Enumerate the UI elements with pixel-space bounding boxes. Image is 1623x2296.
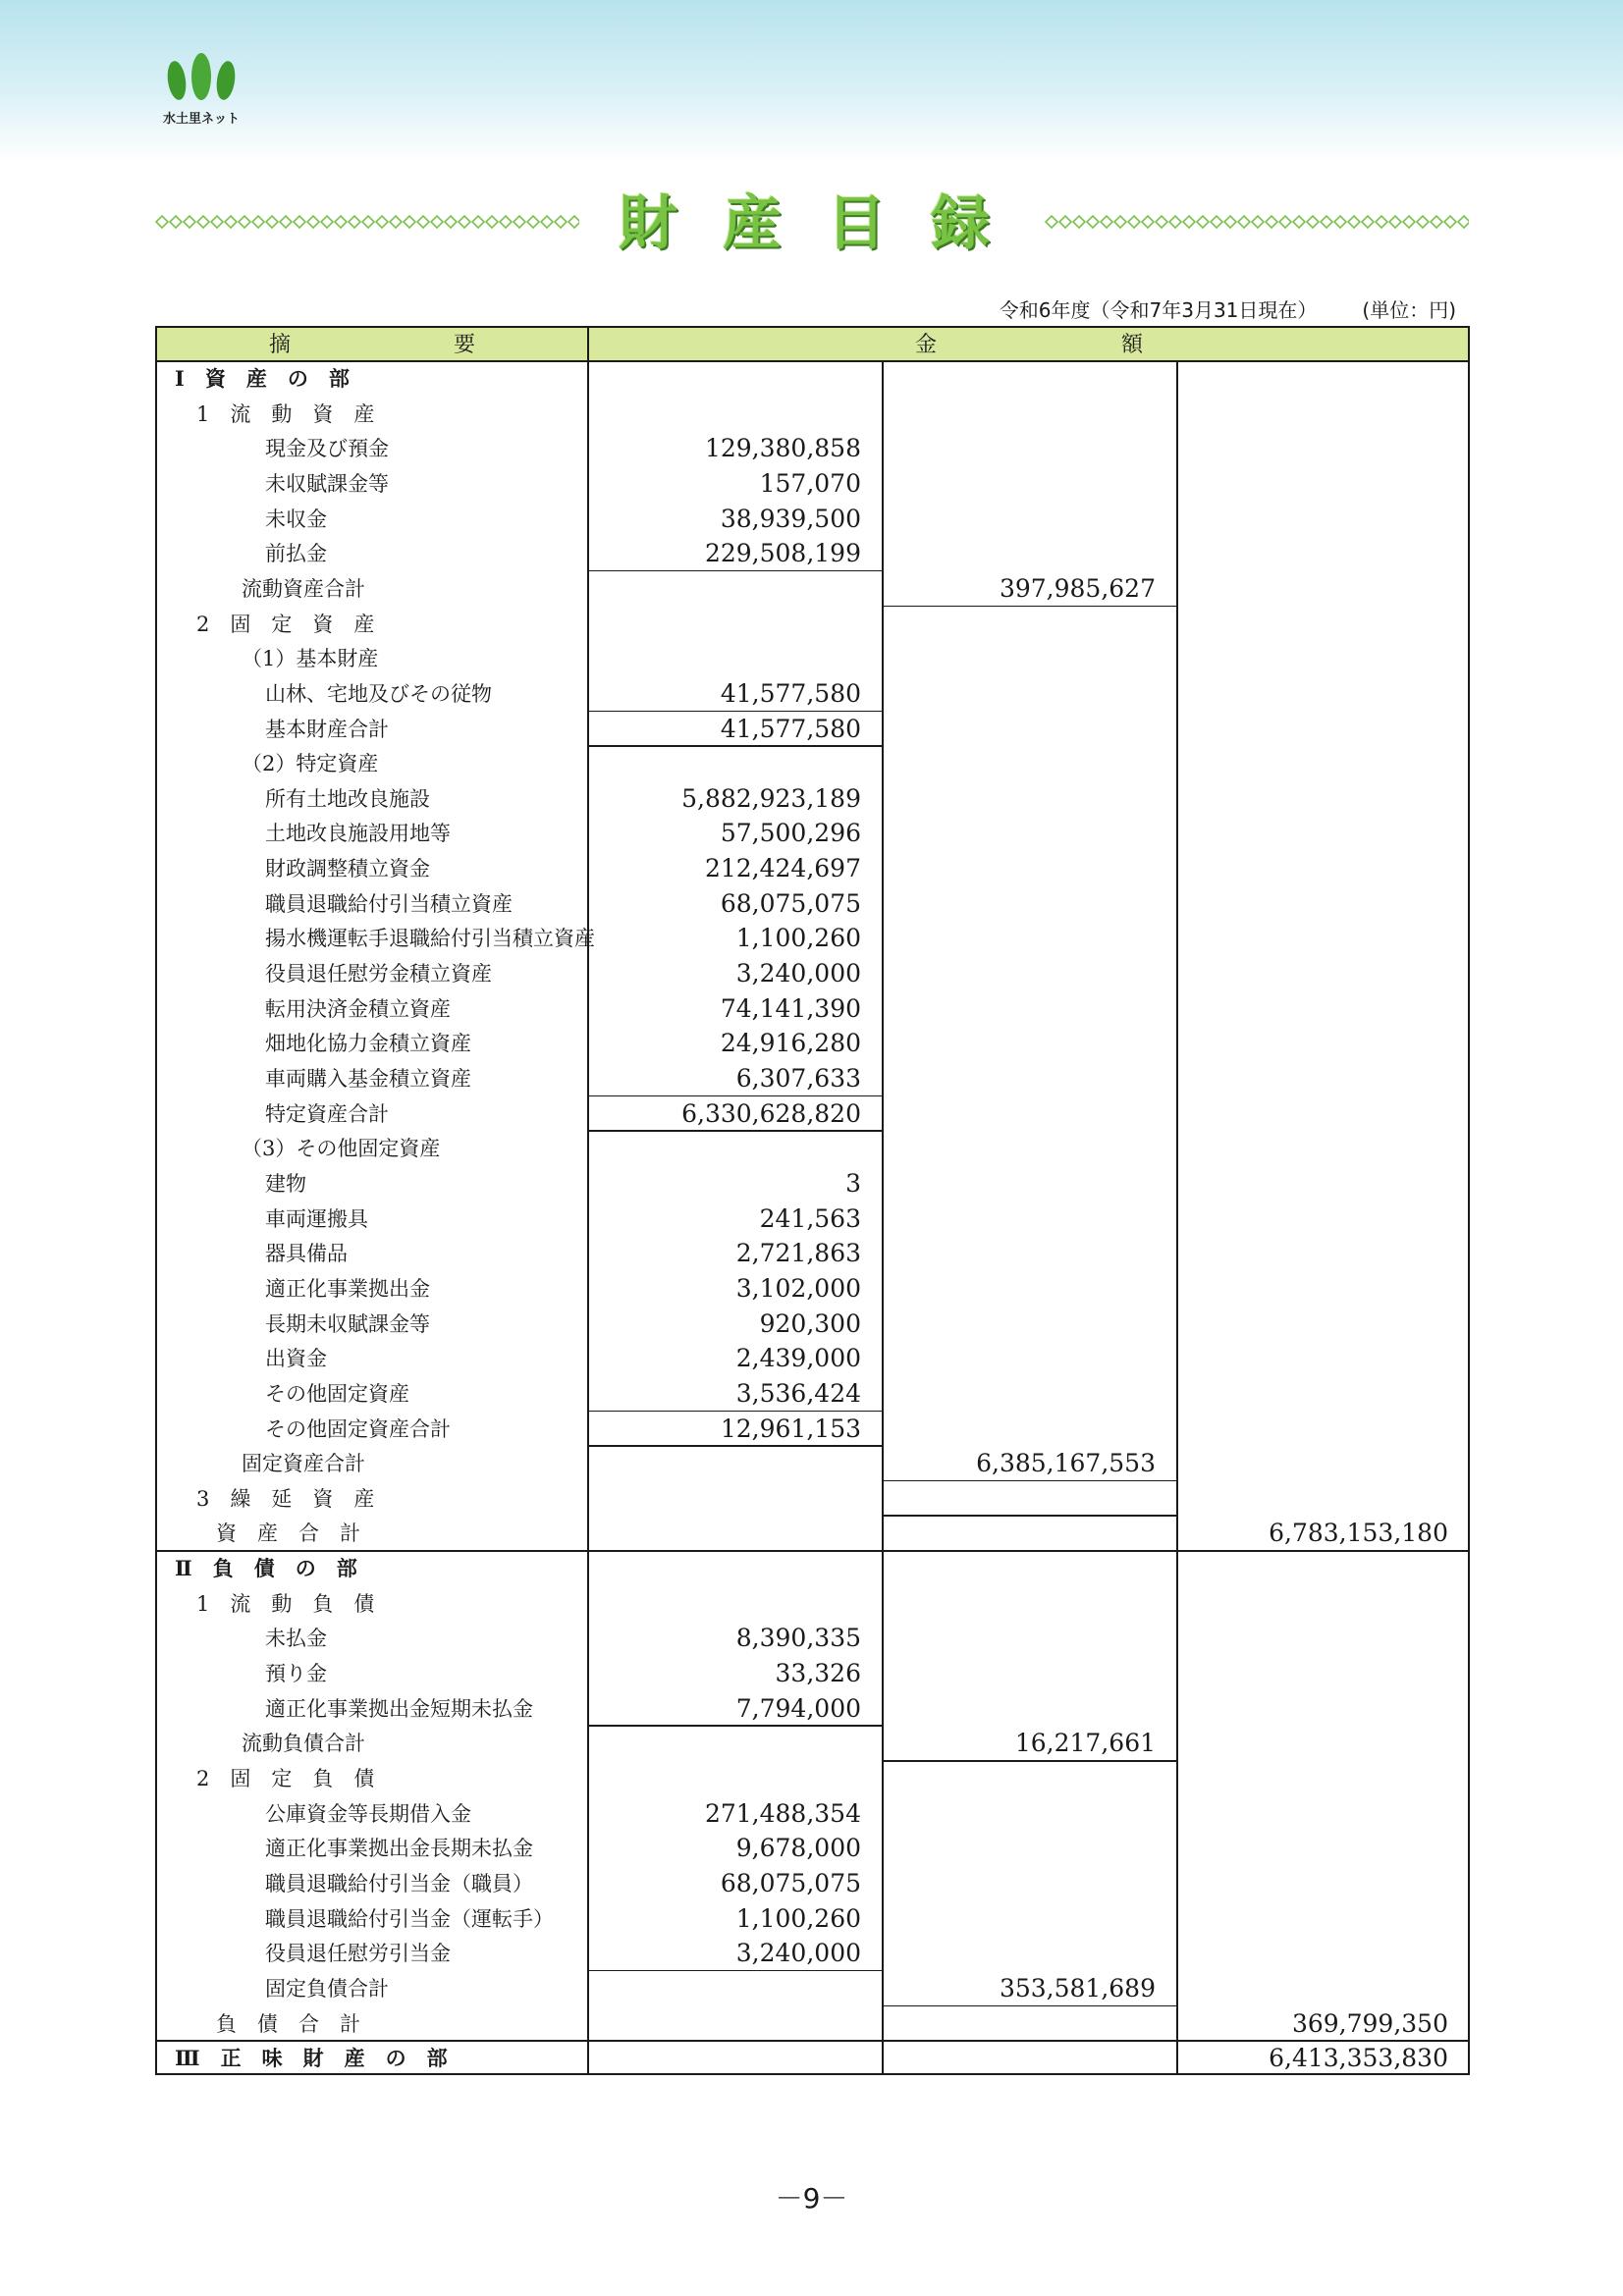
row-label: 預り金	[265, 1662, 327, 1686]
subtotal-rule	[588, 1130, 883, 1132]
row-label: 出資金	[265, 1347, 327, 1371]
row-label: 固定資産合計	[242, 1452, 365, 1476]
leaf-logo-icon	[157, 51, 245, 106]
amount-cell: 229,508,199	[704, 539, 861, 568]
header-summary-2: 要	[454, 333, 476, 357]
row-label: 役員退任慰労引当金	[265, 1942, 451, 1966]
row-label: 3 繰 延 資 産	[196, 1486, 375, 1511]
row-label: 職員退職給付引当金（運転手）	[265, 1906, 554, 1931]
row-label: 固定負債合計	[265, 1976, 389, 2001]
amount-cell: 41,577,580	[720, 714, 861, 743]
diamond-border-icon	[1045, 214, 1469, 230]
subtotal-rule	[588, 1411, 883, 1413]
row-label: 山林、宅地及びその従物	[265, 681, 492, 706]
amount-cell: 1,100,260	[735, 924, 861, 953]
row-label: 土地改良施設用地等	[265, 822, 451, 846]
amount-cell: 1,100,260	[735, 1903, 861, 1933]
row-label: その他固定資産	[265, 1381, 409, 1406]
amount-cell: 57,500,296	[720, 819, 861, 848]
row-label: 財政調整積立資金	[265, 857, 430, 881]
row-label: Ⅱ 負 債 の 部	[175, 1556, 357, 1581]
row-label: （3）その他固定資産	[242, 1137, 441, 1161]
brand-name: 水土里ネット	[162, 112, 240, 127]
row-label: 車両運搬具	[265, 1206, 368, 1231]
brand-logo	[157, 51, 245, 130]
subtotal-rule	[883, 1480, 1177, 1482]
amount-cell: 2,439,000	[735, 1344, 861, 1373]
header-amount-2: 額	[1121, 333, 1144, 357]
diamond-border-icon	[155, 214, 579, 230]
column-divider	[882, 361, 884, 2075]
amount-cell: 3,240,000	[735, 959, 861, 988]
amount-cell: 397,985,627	[999, 573, 1156, 603]
amount-cell: 157,070	[759, 468, 861, 498]
row-label: 適正化事業拠出金短期未払金	[265, 1696, 533, 1721]
subtotal-rule	[588, 1725, 883, 1727]
row-label: 未収賦課金等	[265, 471, 389, 496]
subtotal-rule	[588, 1095, 883, 1097]
header-amount-1: 金	[915, 333, 938, 357]
row-label: Ⅲ 正 味 財 産 の 部	[175, 2046, 448, 2071]
row-label: 1 流 動 資 産	[196, 401, 375, 426]
subtotal-rule	[588, 745, 883, 747]
row-label: 負 債 合 計	[216, 2011, 360, 2036]
row-label: 所有土地改良施設	[265, 786, 430, 811]
row-label: 基本財産合計	[265, 717, 389, 741]
amount-cell: 12,961,153	[720, 1414, 861, 1443]
row-label: 畑地化協力金積立資産	[265, 1032, 471, 1056]
section-divider	[155, 2040, 1470, 2042]
amount-cell: 129,380,858	[704, 434, 861, 463]
amount-cell: 369,799,350	[1291, 2008, 1448, 2038]
row-label: 2 固 定 資 産	[196, 612, 375, 636]
row-label: （2）特定資産	[242, 752, 379, 776]
amount-cell: 68,075,075	[720, 888, 861, 918]
amount-cell: 68,075,075	[720, 1868, 861, 1897]
row-label: 2 固 定 負 債	[196, 1767, 375, 1790]
amount-cell: 8,390,335	[735, 1624, 861, 1653]
amount-cell: 3	[845, 1168, 861, 1198]
amount-cell: 2,721,863	[735, 1239, 861, 1268]
subtotal-rule	[588, 1445, 883, 1447]
row-label: 流動負債合計	[242, 1732, 365, 1756]
row-label: 1 流 動 負 債	[196, 1591, 375, 1616]
fiscal-period-line	[1000, 294, 1456, 323]
property-inventory-table	[155, 326, 1470, 2075]
amount-cell: 5,882,923,189	[681, 783, 861, 813]
amount-cell: 6,330,628,820	[681, 1098, 861, 1128]
row-label: 前払金	[265, 542, 327, 566]
amount-cell: 241,563	[759, 1203, 861, 1233]
row-label: 未収金	[265, 507, 327, 531]
amount-cell: 3,102,000	[735, 1273, 861, 1303]
table-border-left	[155, 326, 157, 2075]
header-summary-1: 摘	[269, 333, 292, 357]
amount-cell: 24,916,280	[720, 1029, 861, 1058]
row-label: 揚水機運転手退職給付引当積立資産	[265, 927, 595, 951]
row-label: 資 産 合 計	[216, 1522, 360, 1546]
section-divider	[155, 1550, 1470, 1552]
amount-cell: 6,783,153,180	[1269, 1519, 1448, 1548]
table-header	[155, 326, 1470, 361]
amount-cell: 6,413,353,830	[1269, 2044, 1448, 2073]
row-label: 職員退職給付引当積立資産	[265, 891, 513, 916]
amount-cell: 6,307,633	[735, 1064, 861, 1093]
subtotal-rule	[588, 570, 883, 572]
amount-cell: 33,326	[775, 1659, 861, 1688]
row-label: 適正化事業拠出金長期未払金	[265, 1837, 533, 1861]
subtotal-rule	[883, 1515, 1177, 1517]
page-number: －9－	[775, 2182, 848, 2215]
row-label: 職員退職給付引当金（職員）	[265, 1871, 533, 1896]
row-label: 器具備品	[265, 1242, 348, 1266]
amount-cell: 38,939,500	[720, 504, 861, 533]
table-border-top	[155, 326, 1470, 328]
amount-cell: 3,536,424	[735, 1378, 861, 1408]
subtotal-rule	[883, 2005, 1177, 2007]
row-label: 適正化事業拠出金	[265, 1276, 430, 1301]
amount-cell: 271,488,354	[704, 1798, 861, 1828]
subtotal-rule	[883, 606, 1177, 608]
amount-cell: 212,424,697	[704, 854, 861, 883]
amount-cell: 920,300	[759, 1308, 861, 1338]
amount-cell: 7,794,000	[735, 1693, 861, 1723]
row-label: 特定資産合計	[265, 1101, 389, 1126]
row-label: 車両購入基金積立資産	[265, 1067, 471, 1091]
row-label: 転用決済金積立資産	[265, 996, 451, 1021]
amount-cell: 41,577,580	[720, 678, 861, 708]
title-row	[155, 188, 1469, 267]
fiscal-period: 令和6年度（令和7年3月31日現在）	[999, 298, 1318, 322]
subtotal-rule	[588, 1970, 883, 1972]
subtotal-rule	[588, 711, 883, 713]
amount-cell: 9,678,000	[735, 1834, 861, 1863]
amount-cell: 74,141,390	[720, 993, 861, 1023]
page-title: 財産目録	[619, 189, 1035, 258]
row-label: 未払金	[265, 1627, 327, 1651]
row-label: 建物	[265, 1171, 306, 1196]
header-divider	[155, 360, 1470, 362]
column-divider	[1176, 361, 1178, 2075]
subtotal-rule	[883, 1760, 1177, 1762]
amount-cell: 6,385,167,553	[976, 1449, 1156, 1478]
row-label: 公庫資金等長期借入金	[265, 1801, 471, 1826]
row-label: その他固定資産合計	[265, 1416, 451, 1441]
amount-cell: 353,581,689	[999, 1973, 1156, 2002]
unit-note: (単位：円)	[1362, 298, 1456, 322]
row-label: （1）基本財産	[242, 647, 379, 671]
amount-cell: 3,240,000	[735, 1939, 861, 1968]
amount-cell: 16,217,661	[1014, 1729, 1156, 1758]
row-label: 役員退任慰労金積立資産	[265, 962, 492, 987]
row-label: 長期未収賦課金等	[265, 1311, 430, 1336]
row-label: 現金及び預金	[265, 437, 389, 461]
row-label: Ⅰ 資 産 の 部	[175, 366, 350, 391]
row-label: 流動資産合計	[242, 576, 365, 601]
table-border-right	[1468, 326, 1470, 2075]
